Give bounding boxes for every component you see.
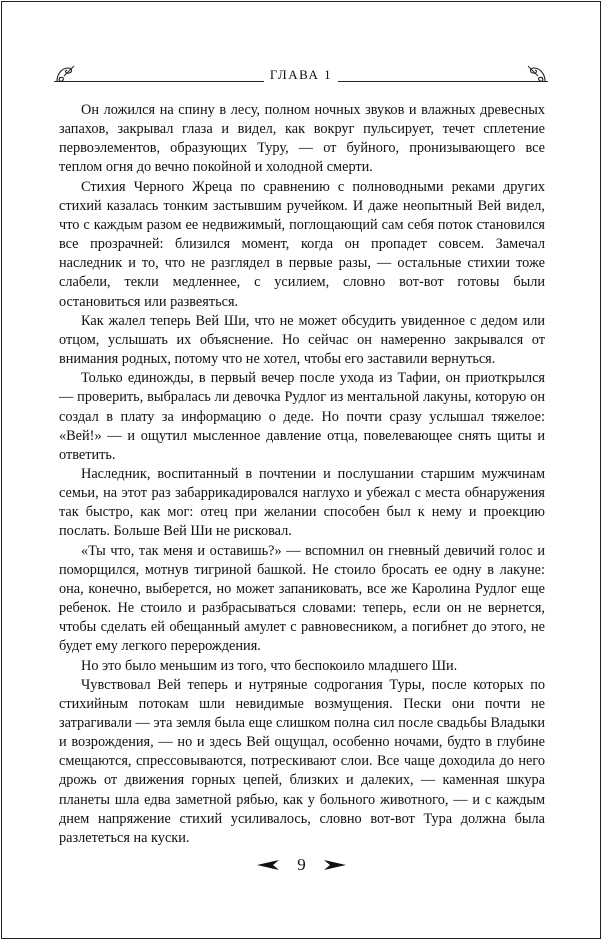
paragraph: Как жалел теперь Вей Ши, что не может обсудить увиденное с дедом или отцом, услышать их объяснение. Но сейчас он намеренно закрывался от внимания родных, потому что не хотел, чтобы его заставили вернуться.: [59, 312, 545, 368]
paragraph: Чувствовал Вей теперь и нутряные содрогания Туры, после которых по стихийным потокам шли невидимые возмущения. Пески они почти не затрагивали — эта земля была еще слишком полна сил после свадьбы Владыки и возрождения, — но и здесь Вей ощущал, особенно ночами, будто в глубине смещаются, спрессовываются, потрескивают слои. Все чаще доходила до него дрожь от движения горных цепей, близких и далеких, — каменная шкура планеты шла едва заметной рябью, как у больного животного, — и с каждым днем напряжение стихий усиливалось, словно вот-вот Тура должна была разлететься на куски.: [59, 676, 545, 846]
chapter-title: ГЛАВА 1: [264, 67, 338, 82]
page-number: 9: [297, 855, 306, 874]
arrow-left-icon: [257, 859, 281, 871]
ornament-icon: [526, 64, 548, 84]
paragraph: Стихия Черного Жреца по сравнению с полноводными реками других стихий казалась тонким застывшим ручейком. И даже неопытный Вей видел, что с каждым разом ее недвижимый, поглощающий сам себя поток становился все прозрачней: близился момент, когда он пропадет совсем. Замечал наследник и то, что не разглядел в первые разы, — остальные стихии тоже слабели, текли медленнее, с усилием, словно вот-вот готовы были остановиться или развеяться.: [59, 178, 545, 310]
page-footer: [0, 855, 603, 879]
paragraph: Но это было меньшим из того, что беспокоило младшего Ши.: [81, 657, 458, 674]
paragraph: Он ложился на спину в лесу, полном ночных звуков и влажных древесных запахов, закрывал глаза и видел, как вокруг пульсирует, течет сплетение первоэлементов, образующих Туру, — от буйного, пронизывающего все теплом огня до вечно покойной и холодной смерти.: [59, 102, 545, 176]
body-text: [59, 101, 545, 848]
paragraph: Только единожды, в первый вечер после ухода из Тафии, он приоткрылся — проверить, выбралась ли девочка Рудлог из ментальной лакуны, которую он создал в плату за информацию о деде. Но почти сразу услышал тяжелое: «Вей!» — и ощутил мысленное давление отца, повелевающее снять щиты и ответить.: [59, 370, 545, 463]
paragraph: Наследник, воспитанный в почтении и послушании старшим мужчинам семьи, на этот раз забаррикадировался наглухо и убежал с места обнаружения так быстро, как мог: отец при желании способен был к нему и проекцию послать. Больше Вей Ши не рисковал.: [59, 465, 545, 540]
arrow-right-icon: [322, 859, 346, 871]
paragraph: «Ты что, так меня и оставишь?» — вспомнил он гневный девичий голос и поморщился, мотнув тигриной башкой. Не стоило бросать ее одну в лакуне: она, конечно, выберется, но может запаниковать, все же Каролина Рудлог еще ребенок. Не стоило и разбрасываться словами: теперь, если он не вернется, чтобы сделать ей обещанный амулет с равновесником, а погибнет до этого, не будет ему легкого перерождения.: [59, 542, 545, 655]
running-header: [54, 64, 548, 86]
